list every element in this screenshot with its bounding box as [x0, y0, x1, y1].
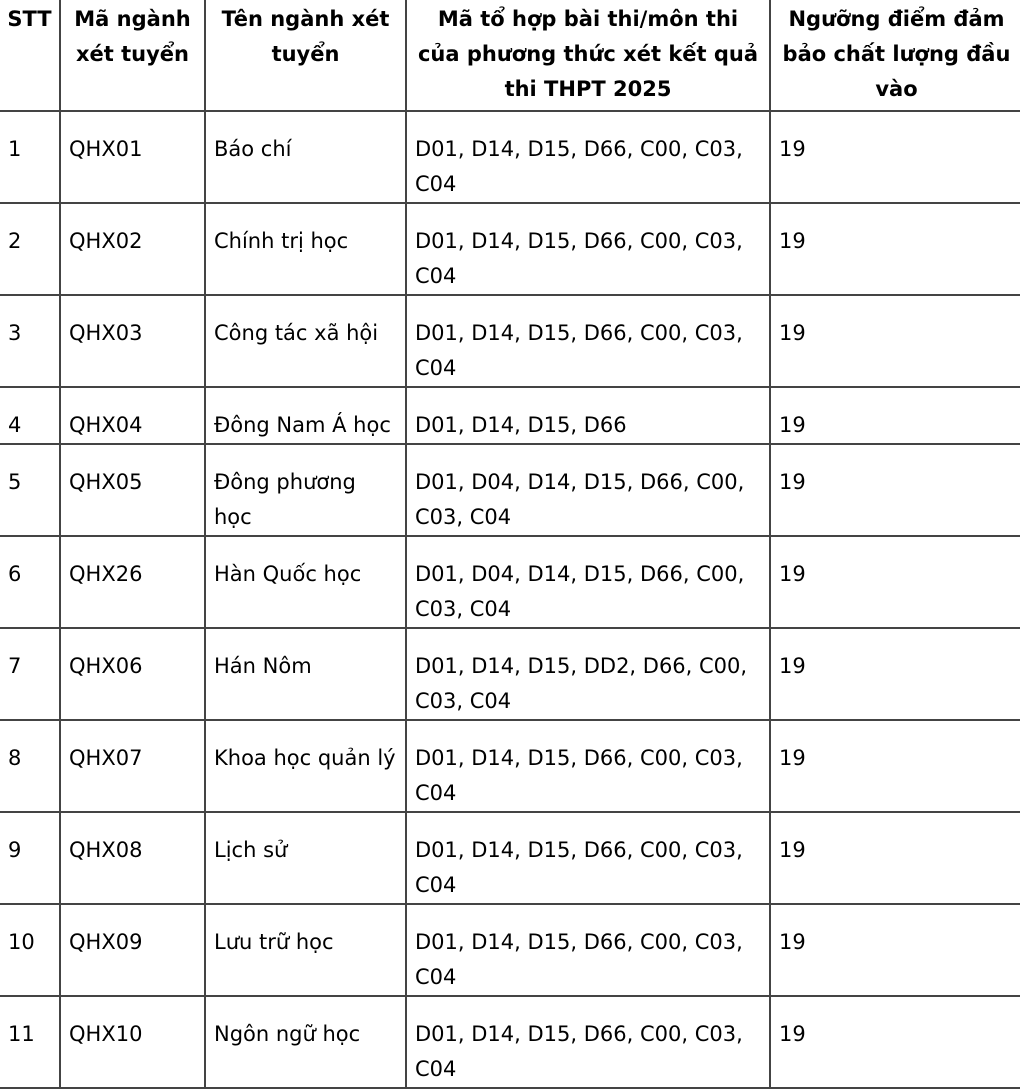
cell-score-threshold: 19 — [770, 295, 1020, 387]
table-row — [0, 904, 1020, 996]
cell-score-threshold: 19 — [770, 996, 1020, 1088]
cell-subject-combination: D01, D14, D15, D66, C00, C03, C04 — [406, 720, 770, 812]
cell-score-threshold: 19 — [770, 628, 1020, 720]
table-row — [0, 812, 1020, 904]
cell-stt: 6 — [0, 536, 60, 628]
cell-subject-combination: D01, D14, D15, D66, C00, C03, C04 — [406, 295, 770, 387]
table-row — [0, 387, 1020, 444]
cell-stt: 4 — [0, 387, 60, 444]
cell-major-code: QHX26 — [60, 536, 205, 628]
cell-major-name: Công tác xã hội — [205, 295, 406, 387]
cell-major-code: QHX03 — [60, 295, 205, 387]
cell-stt: 1 — [0, 111, 60, 203]
cell-major-name: Đông Nam Á học — [205, 387, 406, 444]
cell-major-name: Khoa học quản lý — [205, 720, 406, 812]
cell-subject-combination: D01, D14, D15, D66, C00, C03, C04 — [406, 111, 770, 203]
cell-score-threshold: 19 — [770, 387, 1020, 444]
table-row — [0, 295, 1020, 387]
cell-subject-combination: D01, D04, D14, D15, D66, C00, C03, C04 — [406, 536, 770, 628]
header-major-code: Mã ngành xét tuyển — [60, 0, 205, 111]
table-row — [0, 628, 1020, 720]
cell-major-name: Hàn Quốc học — [205, 536, 406, 628]
cell-score-threshold: 19 — [770, 444, 1020, 536]
table-row — [0, 536, 1020, 628]
cell-major-name: Lịch sử — [205, 812, 406, 904]
cell-major-code: QHX06 — [60, 628, 205, 720]
cell-score-threshold: 19 — [770, 203, 1020, 295]
cell-major-code: QHX08 — [60, 812, 205, 904]
cell-score-threshold: 19 — [770, 111, 1020, 203]
cell-major-name: Chính trị học — [205, 203, 406, 295]
cell-score-threshold: 19 — [770, 720, 1020, 812]
cell-major-name: Đông phương học — [205, 444, 406, 536]
table-row — [0, 720, 1020, 812]
cell-subject-combination: D01, D14, D15, D66, C00, C03, C04 — [406, 203, 770, 295]
cell-major-name: Hán Nôm — [205, 628, 406, 720]
cell-subject-combination: D01, D04, D14, D15, D66, C00, C03, C04 — [406, 444, 770, 536]
cell-major-code: QHX04 — [60, 387, 205, 444]
cell-score-threshold: 19 — [770, 904, 1020, 996]
cell-stt: 7 — [0, 628, 60, 720]
table-row — [0, 111, 1020, 203]
cell-subject-combination: D01, D14, D15, D66, C00, C03, C04 — [406, 996, 770, 1088]
cell-score-threshold: 19 — [770, 536, 1020, 628]
cell-stt: 2 — [0, 203, 60, 295]
table-row — [0, 444, 1020, 536]
cell-major-name: Ngôn ngữ học — [205, 996, 406, 1088]
cell-major-code: QHX09 — [60, 904, 205, 996]
cell-major-code: QHX01 — [60, 111, 205, 203]
table-header-row — [0, 0, 1020, 111]
table-row — [0, 203, 1020, 295]
table-row — [0, 996, 1020, 1088]
cell-subject-combination: D01, D14, D15, D66, C00, C03, C04 — [406, 812, 770, 904]
cell-stt: 5 — [0, 444, 60, 536]
header-score-threshold: Ngưỡng điểm đảm bảo chất lượng đầu vào — [770, 0, 1020, 111]
cell-stt: 11 — [0, 996, 60, 1088]
cell-stt: 9 — [0, 812, 60, 904]
cell-major-code: QHX07 — [60, 720, 205, 812]
cell-stt: 10 — [0, 904, 60, 996]
cell-subject-combination: D01, D14, D15, D66, C00, C03, C04 — [406, 904, 770, 996]
cell-stt: 8 — [0, 720, 60, 812]
header-major-name: Tên ngành xét tuyển — [205, 0, 406, 111]
cell-stt: 3 — [0, 295, 60, 387]
cell-major-name: Lưu trữ học — [205, 904, 406, 996]
cell-subject-combination: D01, D14, D15, DD2, D66, C00, C03, C04 — [406, 628, 770, 720]
cell-major-name: Báo chí — [205, 111, 406, 203]
cell-major-code: QHX02 — [60, 203, 205, 295]
cell-score-threshold: 19 — [770, 812, 1020, 904]
header-stt: STT — [0, 0, 60, 111]
header-subject-combination: Mã tổ hợp bài thi/môn thi của phương thức xét kết quả thi THPT 2025 — [406, 0, 770, 111]
cell-subject-combination: D01, D14, D15, D66 — [406, 387, 770, 444]
cell-major-code: QHX05 — [60, 444, 205, 536]
cell-major-code: QHX10 — [60, 996, 205, 1088]
